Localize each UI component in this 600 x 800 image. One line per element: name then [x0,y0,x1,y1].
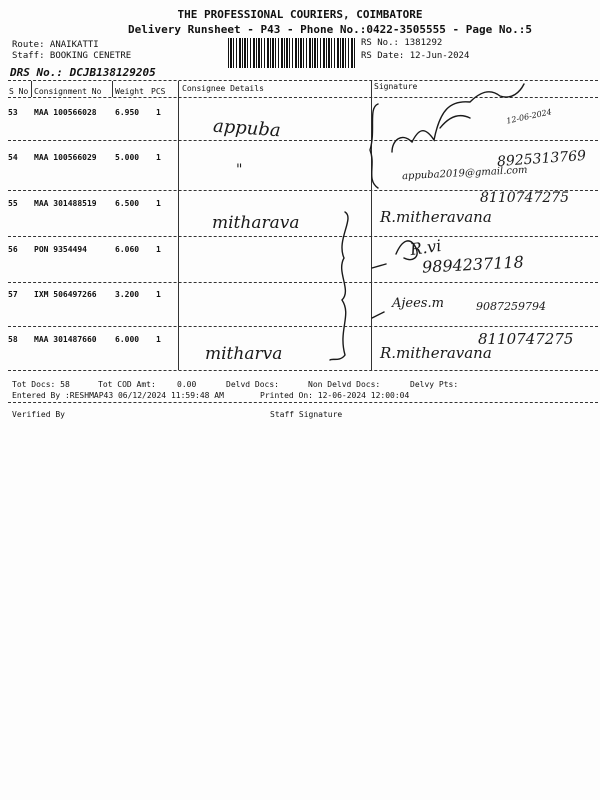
col-header-pcs: PCS [151,87,166,96]
printed-on: Printed On: 12-06-2024 12:00:04 [260,391,410,400]
col-header-sno: S No [9,87,29,96]
entered-by: Entered By :RESHMAP43 06/12/2024 11:59:48 AM [12,391,224,400]
signature-scribble [392,84,524,152]
col-header-consignment: Consignment No [34,87,102,96]
row-sno: 54 [8,153,18,162]
signature-scribble [372,264,386,268]
delivered-docs: Delvd Docs: [226,380,279,389]
row-consignment: MAA 301487660 [34,335,97,344]
handwritten-phone: 9894237118 [421,252,525,277]
handwritten-phone: 9087259794 [476,300,546,313]
row-pcs: 1 [156,108,161,117]
row-consignment: PON 9354494 [34,245,87,254]
handwritten-signature: R.mitheravana [380,344,492,362]
handwritten-phone: 8110747275 [480,190,570,206]
row-sno: 57 [8,290,18,299]
row-sno: 55 [8,199,18,208]
row-weight: 6.950 [115,108,140,117]
runsheet-subtitle: Delivery Runsheet - P43 - Phone No.:0422-3505555 - Page No.:5 [128,23,532,36]
row-consignment: MAA 301488519 [34,199,97,208]
row-pcs: 1 [156,245,161,254]
row-consignment: IXM 506497266 [34,290,97,299]
brace-stroke [330,212,348,360]
col-header-consignee: Consignee Details [182,84,264,93]
signature-scribble [440,116,470,128]
verified-by-label: Verified By [12,410,65,419]
row-sno: 53 [8,108,18,117]
handwritten-signature: R.vi [408,235,443,260]
handwritten-name: mitharava [212,213,300,233]
col-header-signature: Signature [374,82,418,91]
drs-value: DCJB138129205 [69,66,156,79]
total-cod-label: Tot COD Amt: [98,380,156,389]
company-title: THE PROFESSIONAL COURIERS, COIMBATORE [177,8,423,21]
row-weight: 3.200 [115,290,140,299]
brace-stroke [370,104,378,188]
row-sno: 58 [8,335,18,344]
col-header-weight: Weight [115,87,144,96]
staff-label: Staff: BOOKING CENETRE [12,51,132,61]
row-pcs: 1 [156,290,161,299]
divider [8,402,598,403]
handwritten-name: appuba [212,115,282,142]
delivery-points: Delvy Pts: [410,380,459,389]
total-docs: Tot Docs: 58 [12,380,70,389]
row-pcs: 1 [156,335,161,344]
total-cod-value: 0.00 [177,380,197,389]
rs-number: RS No.: 1381292 [361,38,443,48]
handwritten-ditto: " [236,162,243,178]
row-pcs: 1 [156,153,161,162]
row-consignment: MAA 100566028 [34,108,97,117]
row-pcs: 1 [156,199,161,208]
handwritten-signature: R.mitheravana [380,208,492,226]
signature-scribble [372,312,384,318]
row-weight: 5.000 [115,153,140,162]
handwritten-signature: Ajees.m [392,296,444,311]
drs-label: DRS No.: [10,66,63,79]
row-sno: 56 [8,245,18,254]
handwritten-date: 12-06-2024 [505,107,553,126]
row-weight: 6.000 [115,335,140,344]
non-delivered-docs: Non Delvd Docs: [308,380,381,389]
handwritten-phone: 8110747275 [478,330,574,348]
handwritten-email: appuba2019@gmail.com [401,164,528,183]
handwritten-name: mitharva [205,344,283,364]
rs-date: RS Date: 12-Jun-2024 [361,51,470,61]
row-consignment: MAA 100566029 [34,153,97,162]
row-weight: 6.060 [115,245,140,254]
handwritten-phone: 8925313769 [496,147,587,171]
row-weight: 6.500 [115,199,140,208]
route-label: Route: ANAIKATTI [12,40,99,50]
staff-signature-label: Staff Signature [270,410,343,419]
